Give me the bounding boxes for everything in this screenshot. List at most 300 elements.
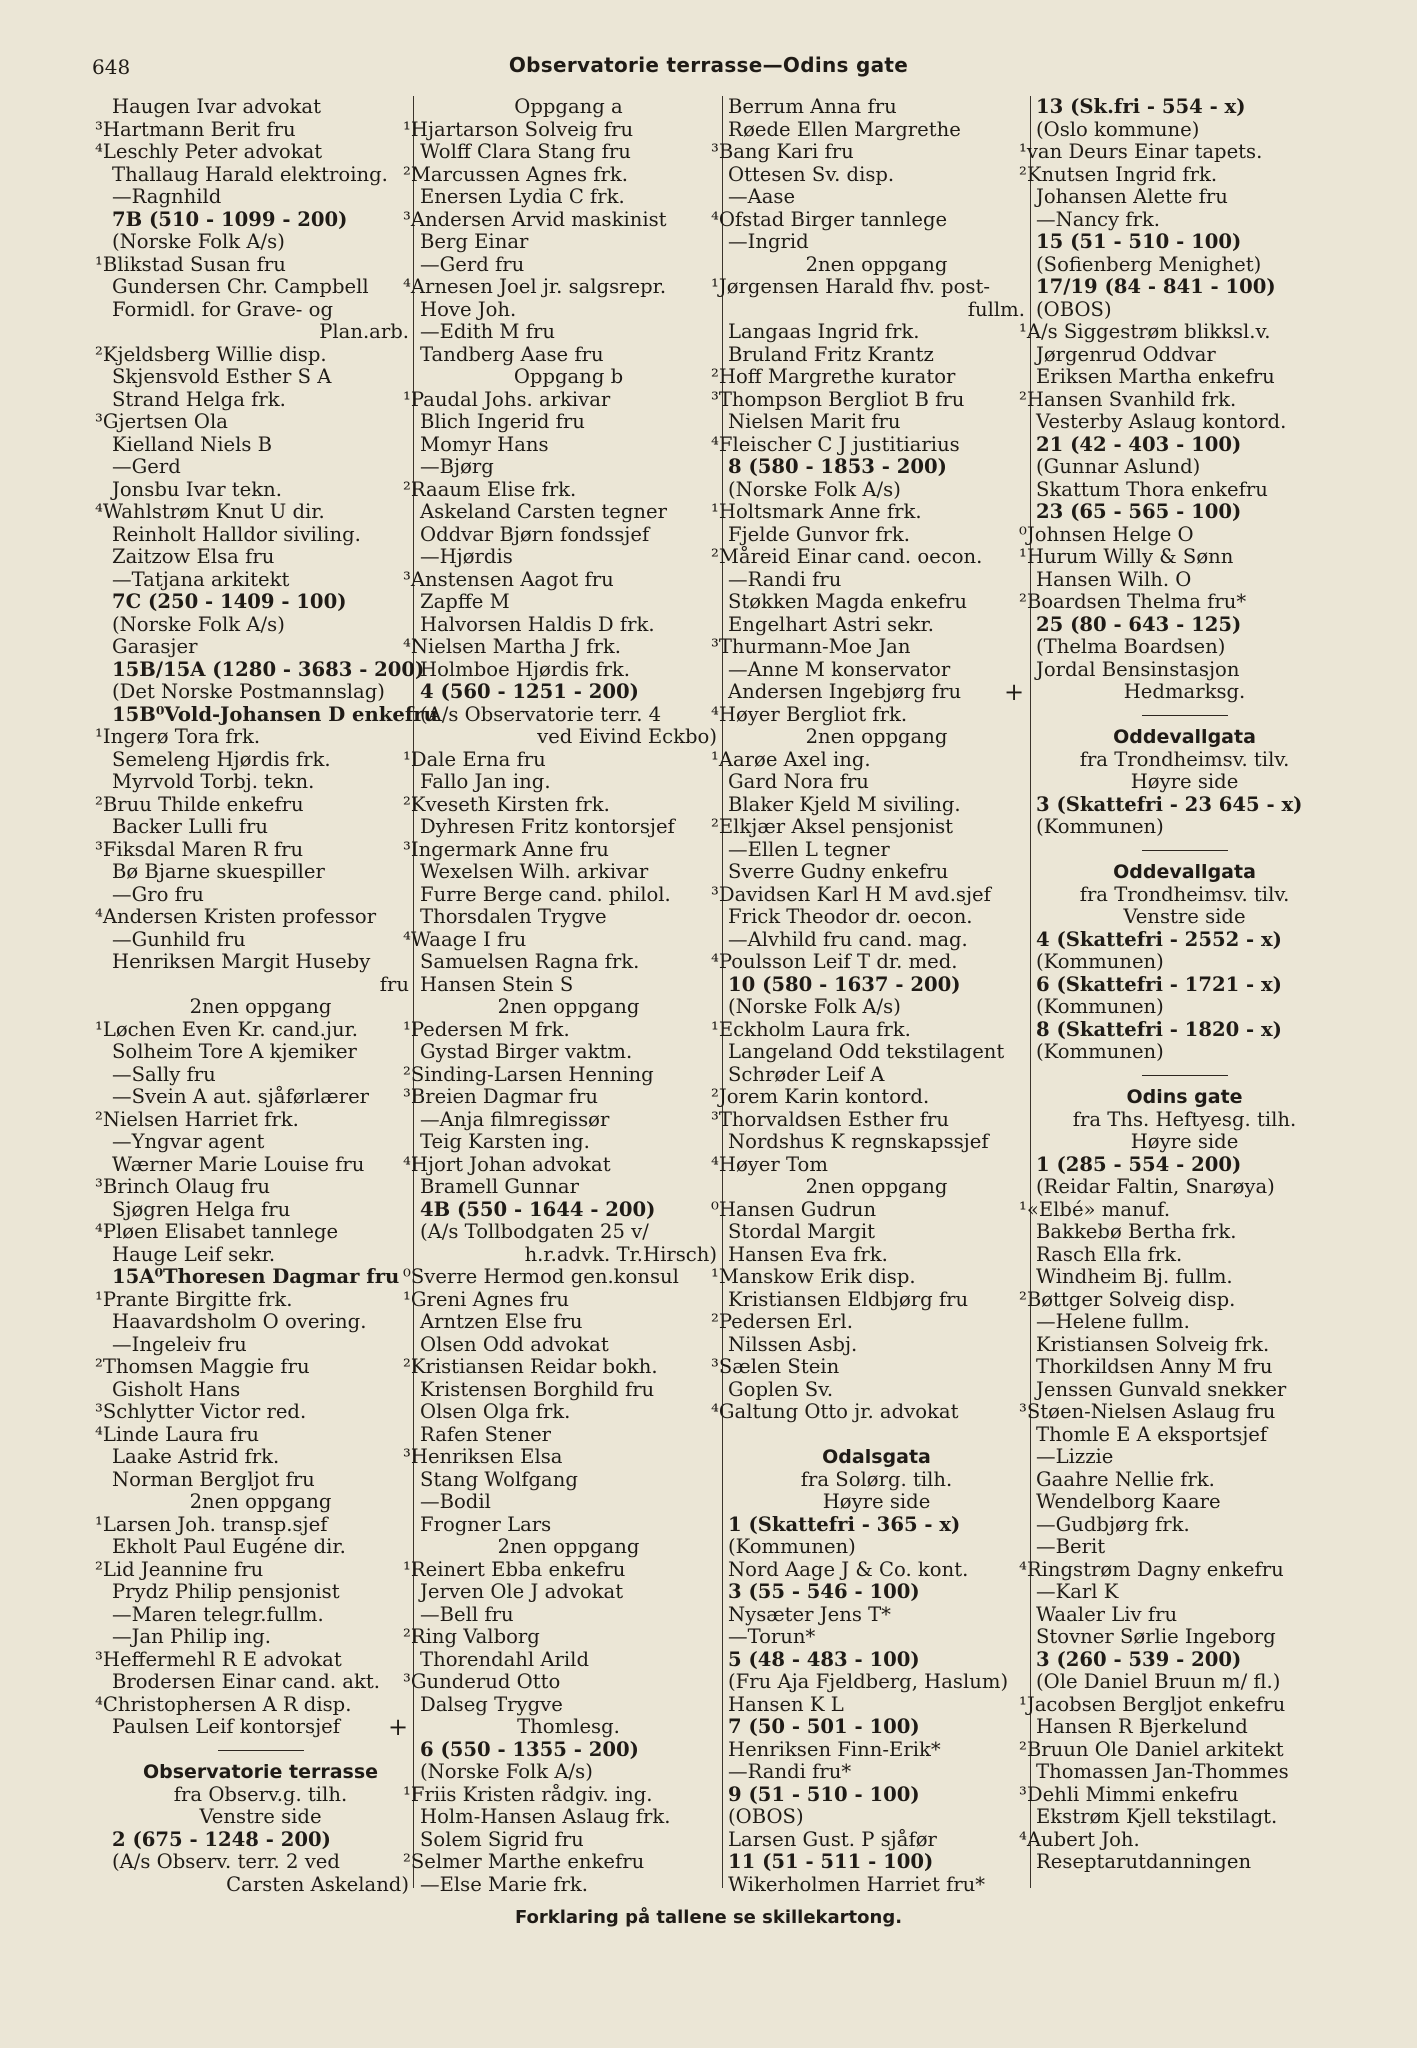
entry-text: Gard Nora fru [728,770,869,793]
building-entry [112,702,438,727]
entry-text: ²Boardsen Thelma fru* [1019,590,1247,613]
resident-entry [112,1041,409,1064]
entry-text: ¹«Elbé» manuf. [1019,1197,1171,1221]
resident-entry [420,1379,717,1402]
resident-entry [1036,884,1333,907]
resident-entry [403,1670,717,1694]
resident-entry [420,726,717,749]
building-entry [112,209,409,232]
entry-text: Nysæter Jens T* [728,1602,891,1626]
entry-text: ³Thurmann-Moe Jan [711,635,911,658]
entry-text: (Norske Folk A/s) [112,612,285,636]
entry-text: Holmboe Hjørdis frk. [420,657,631,681]
entry-text: Reseptarutdanningen [1036,1850,1252,1873]
entry-text: (Kommunen) [1036,950,1164,973]
entry-text: ³Hartmann Berit fru [95,117,296,141]
entry-text: 8 (580 - 1853 - 200) [728,455,947,478]
resident-entry [711,432,1025,457]
entry-text: h.r.advk. Tr.Hirsch) [524,1242,717,1266]
resident-entry [403,117,717,142]
resident-entry [1036,1469,1333,1492]
entry-text: Dyhresen Fritz kontorsjef [420,815,675,838]
entry-text: Jenssen Gunvald snekker [1036,1377,1287,1401]
resident-entry [420,321,717,344]
entry-text: ²Hansen Svanhild frk. [1019,387,1237,411]
resident-entry [1036,816,1333,839]
resident-entry [420,96,717,119]
resident-entry [403,1017,717,1042]
entry-text: ²Thomsen Maggie fru [95,1355,310,1378]
resident-entry [112,1154,409,1177]
resident-entry [420,1761,717,1784]
entry-text: Gystad Birger vaktm. [420,1040,633,1063]
entry-text: ³Heffermehl R E advokat [95,1647,342,1671]
building-entry [728,1649,1025,1672]
resident-entry [728,1334,1025,1357]
resident-entry [728,344,1025,367]
entry-text: —Aase [728,185,796,208]
entry-text: ¹van Deurs Einar tapets. [1019,140,1263,163]
entry-text: Odalsgata [822,1446,931,1468]
entry-text: Vesterby Aslaug kontord. [1036,410,1287,433]
entry-text: ⁴Andersen Kristen professor [95,905,377,928]
resident-entry [1019,1782,1333,1807]
entry-text: Hauge Leif sekr. [112,1242,276,1266]
resident-entry [403,927,717,952]
entry-text: —Ellen L tegner [728,837,890,861]
entry-text: 3 (55 - 546 - 100) [728,1580,920,1603]
resident-entry [112,929,409,952]
resident-entry [728,231,1025,254]
entry-text: —Maren telegr.fullm. [112,1602,324,1626]
entry-text: ⁴Wahlstrøm Knut U dir. [95,500,325,523]
resident-entry [711,1355,1025,1379]
resident-entry [420,254,717,277]
entry-text: Teig Karsten ing. [420,1130,590,1153]
entry-text: 15B⁰Vold-Johansen D enkefru [112,702,438,726]
entry-text: (Oslo kommune) [1036,117,1200,141]
resident-entry [728,659,1025,682]
resident-entry [420,231,717,254]
resident-entry [112,1581,409,1604]
resident-entry [112,1851,409,1874]
resident-entry [95,1557,409,1582]
resident-entry [112,636,409,659]
resident-entry [95,792,409,817]
resident-entry [728,1221,1025,1244]
entry-text: Sverre Gudny enkefru [728,860,949,883]
entry-text: ²Kristiansen Reidar bokh. [403,1355,658,1378]
resident-entry [112,1806,409,1829]
entry-text: —Nancy frk. [1036,207,1161,231]
building-entry [420,681,717,704]
entry-text: Venstre side [199,1805,322,1828]
resident-entry [420,456,717,479]
section-divider [1036,839,1333,862]
entry-text: ²Elkjær Aksel pensjonist [711,815,954,838]
entry-text: ¹Blikstad Susan fru [95,252,286,276]
building-entry [420,1739,717,1762]
resident-entry [1036,1626,1333,1649]
resident-entry [420,861,717,884]
entry-text: ³Bang Kari fru [711,140,854,163]
resident-entry [728,839,1025,862]
entry-text: ¹Jørgensen Harald fhv. post- [711,275,990,298]
entry-text: ¹Manskow Erik disp. [711,1265,916,1288]
resident-entry [95,342,409,367]
entry-text: Thorendahl Arild [420,1647,589,1671]
entry-text: Langeland Odd tekstilagent [728,1040,1005,1063]
entry-text: —Helene fullm. [1036,1310,1190,1333]
resident-entry [112,1064,409,1087]
resident-entry [112,1086,409,1109]
entry-text: Bø Bjarne skuespiller [112,860,325,883]
resident-entry [420,1829,717,1852]
entry-text: Kristiansen Eldbjørg fru [728,1287,969,1311]
entry-text: ²Selmer Marthe enkefru [403,1850,645,1873]
entry-text: ³Ingermark Anne fru [403,837,609,861]
entry-text: Norman Bergljot fru [112,1467,315,1491]
page-title: Observatorie terrasse—Odins gate [508,53,909,77]
resident-entry [112,96,409,119]
resident-entry [728,591,1025,614]
resident-entry [711,1265,1025,1289]
entry-text: (OBOS) [728,1805,804,1828]
resident-entry [728,1041,1025,1064]
resident-entry [403,1265,717,1289]
resident-entry [403,747,717,772]
resident-entry [1036,1131,1333,1154]
resident-entry [1036,1604,1333,1627]
entry-text: ³Gunderud Otto [403,1670,561,1693]
directory-column-2 [388,95,717,1896]
resident-entry [1019,320,1333,344]
entry-text: Høyre side [822,1490,931,1513]
resident-entry [420,1311,717,1334]
entry-text: Arntzen Else fru [420,1310,583,1333]
entry-text: 11 (51 - 511 - 100) [728,1850,934,1873]
building-entry [1036,794,1333,817]
resident-entry [728,1626,1025,1649]
resident-entry [420,1874,717,1897]
resident-entry [1036,479,1333,502]
resident-entry [403,162,717,187]
resident-entry [711,1400,1025,1424]
resident-entry [403,635,717,659]
entry-text: Wikerholmen Harriet fru* [728,1872,986,1896]
entry-text: (Norske Folk A/s) [420,1760,593,1783]
entry-text: —Anja filmregissør [420,1107,610,1131]
resident-entry [112,276,409,299]
entry-text: 6 (550 - 1355 - 200) [420,1737,639,1761]
resident-entry [1036,186,1333,209]
resident-entry [1036,1266,1333,1289]
resident-entry [1036,1581,1333,1604]
resident-entry [403,1625,717,1649]
entry-text: Venstre side [1123,905,1246,928]
resident-entry [388,1713,717,1741]
resident-entry [112,1334,409,1357]
entry-text: (Fru Aja Fjeldberg, Haslum) [728,1670,1009,1693]
entry-text: —Randi fru* [728,1760,852,1783]
resident-entry [728,1469,1025,1492]
resident-entry [420,411,717,434]
entry-text: Gaahre Nellie frk. [1036,1467,1215,1491]
resident-entry [728,929,1025,952]
entry-text: Engelhart Astri sekr. [728,612,935,636]
entry-text: ²Hoff Margrethe kurator [711,365,956,388]
resident-entry [112,1311,409,1334]
entry-text: ¹Dale Erna fru [403,747,546,771]
resident-entry [1036,1356,1333,1379]
entry-text: ²Sinding-Larsen Henning [403,1062,654,1086]
entry-text: ved Eivind Eckbo) [537,725,717,748]
resident-entry [1036,659,1333,682]
entry-text: 7 (50 - 501 - 100) [728,1715,920,1738]
resident-entry [728,119,1025,142]
entry-text: ¹Hurum Willy & Sønn [1019,545,1234,568]
resident-entry [1036,906,1333,929]
entry-text: ⁴Poulsson Leif T dr. med. [711,950,958,973]
building-entry [728,1716,1025,1739]
entry-text: 2nen oppgang [805,725,948,748]
entry-text: —Alvhild fru cand. mag. [728,927,968,951]
resident-entry [420,141,717,164]
resident-entry [1036,1424,1333,1447]
entry-text: Hansen Wilh. O [1036,567,1192,591]
page-number: 648 [92,55,131,79]
entry-text: Jordal Bensinstasjon [1036,657,1240,681]
resident-entry [420,591,717,614]
resident-entry [420,659,717,682]
entry-text: Haugen Ivar advokat [112,95,321,118]
entry-text: ⁴Aubert Joh. [1019,1827,1140,1851]
resident-entry [403,477,717,502]
entry-text: Kristensen Borghild fru [420,1377,655,1401]
entry-text: Hedmarksg. [1123,680,1246,703]
entry-text: —Bell fru [420,1602,514,1626]
resident-entry [403,387,717,412]
resident-entry [1036,749,1333,772]
resident-entry [112,186,409,209]
resident-entry [1036,1536,1333,1559]
entry-text: fra Solørg. tilh. [800,1467,953,1491]
resident-entry [1036,1244,1333,1267]
entry-text: 2nen oppgang [497,1535,640,1558]
resident-entry [420,1244,717,1267]
resident-entry [95,725,409,749]
resident-entry [1019,522,1333,547]
entry-text: Ekstrøm Kjell tekstilagt. [1036,1805,1278,1828]
entry-text: Prydz Philip pensjonist [112,1580,340,1603]
entry-text: ⁰Johnsen Helge O [1019,522,1194,546]
entry-text: Formidl. for Grave- og [112,297,333,321]
resident-entry [1036,1671,1333,1694]
entry-text: ¹Greni Agnes fru [403,1287,570,1311]
resident-entry [711,815,1025,839]
resident-entry [112,681,409,704]
entry-text: Nilssen Asbj. [728,1332,858,1356]
entry-text: Frick Theodor dr. oecon. [728,905,973,928]
resident-entry [1019,1692,1333,1717]
resident-entry [420,906,717,929]
entry-text: —Anne M konservator [728,657,951,681]
entry-text: Støkken Magda enkefru [728,590,967,613]
building-entry [728,974,1025,997]
entry-text: Wolff Clara Stang fru [420,140,631,163]
resident-entry [112,389,409,412]
resident-entry [728,1424,1025,1447]
resident-entry [95,1512,409,1537]
entry-text: 25 (80 - 643 - 125) [1036,612,1242,636]
resident-entry [728,996,1025,1019]
resident-entry [420,1514,717,1537]
section-divider [1036,1064,1333,1087]
entry-text: 3 (260 - 539 - 200) [1036,1647,1242,1671]
resident-entry [1036,1041,1333,1064]
resident-entry [728,299,1025,322]
entry-text: ¹Hjartarson Solveig fru [403,117,634,141]
resident-entry [711,140,1025,164]
entry-text: —Jan Philip ing. [112,1625,272,1648]
resident-entry [403,792,717,817]
building-entry [728,1514,1025,1537]
resident-entry [728,678,1025,706]
entry-text: ²Lid Jeannine fru [95,1557,264,1581]
entry-text: 2 (675 - 1248 - 200) [112,1827,331,1851]
resident-entry [728,1289,1025,1312]
entry-text: ⁰Sverre Hermod gen.konsul [403,1265,679,1288]
resident-entry [711,1085,1025,1109]
entry-text: Henriksen Finn-Erik* [728,1737,941,1761]
entry-text: —Bodil [420,1490,491,1513]
entry-text: Thomlesg. [517,1715,620,1738]
entry-text: 2nen oppgang [189,1490,332,1513]
entry-text: Nord Aage J & Co. kont. [728,1557,969,1581]
resident-entry [420,1131,717,1154]
entry-text: Carsten Askeland) [226,1872,409,1896]
entry-text: Solem Sigrid fru [420,1827,584,1851]
resident-entry [420,1649,717,1672]
entry-text: (Kommunen) [1036,1040,1164,1063]
entry-text: Hansen Eva frk. [728,1242,888,1266]
entry-text: ³Støen-Nielsen Aslaug fru [1019,1400,1276,1423]
resident-entry [112,974,409,997]
resident-entry [728,164,1025,187]
resident-entry [728,1491,1025,1514]
resident-entry [112,1713,409,1741]
entry-text: Skattum Thora enkefru [1036,477,1268,501]
entry-text: (Reidar Faltin, Snarøya) [1036,1175,1275,1198]
resident-entry [728,321,1025,344]
entry-text: Nordshus K regnskapssjef [728,1130,989,1153]
entry-text: Hove Joh. [420,297,517,321]
entry-text: Backer Lulli fru [112,815,269,838]
entry-text: (A/s Observatorie terr. 4 [420,702,662,726]
resident-entry [112,299,409,322]
resident-entry [112,1604,409,1627]
resident-entry [1019,1287,1333,1312]
entry-text: 17/19 (84 - 841 - 100) [1036,275,1276,298]
entry-text: Strand Helga frk. [112,387,286,411]
resident-entry [728,1064,1025,1087]
resident-entry [711,275,1025,299]
resident-entry [420,1536,717,1559]
resident-entry [112,614,409,637]
entry-text: ³Davidsen Karl H M avd.sjef [711,882,991,906]
entry-text: ⁴Høyer Tom [711,1152,828,1176]
building-entry [1036,231,1333,254]
resident-entry [403,1152,717,1177]
resident-entry [420,366,717,389]
resident-entry [95,117,409,142]
entry-text: ³Schlytter Victor red. [95,1400,307,1423]
entry-text: Observatorie terrasse [142,1761,379,1783]
entry-text: (OBOS) [1036,297,1112,321]
entry-text: Berg Einar [420,230,529,253]
entry-text: ³Anstensen Aagot fru [403,567,614,591]
entry-text: 13 (Sk.fri - 554 - x) [1036,95,1246,118]
entry-text: ¹Ingerø Tora frk. [95,725,261,748]
resident-entry [403,837,717,862]
entry-text: ⁴Høyer Bergliot frk. [711,702,908,726]
resident-entry [420,1176,717,1199]
entry-text: ¹Prante Birgitte frk. [95,1287,293,1311]
resident-entry [112,434,409,457]
building-entry [1036,1019,1333,1042]
entry-text: —Gerd [112,455,181,478]
resident-entry [420,1109,717,1132]
entry-text: —Svein A aut. sjåførlærer [112,1085,370,1108]
street-crossing-icon: + [388,1713,409,1741]
entry-text: Enersen Lydia C frk. [420,185,625,208]
building-entry [728,1851,1025,1874]
resident-entry [112,1874,409,1897]
resident-entry [112,546,409,569]
resident-entry [728,569,1025,592]
entry-text: Dalseg Trygve [420,1692,563,1716]
entry-text: Thomle E A eksportsjef [1036,1422,1268,1446]
entry-text: ²Raaum Elise frk. [403,477,577,501]
resident-entry [95,1175,409,1199]
entry-text: Haavardsholm O overing. [112,1310,367,1333]
resident-entry [728,524,1025,547]
building-entry [1036,929,1333,952]
entry-text: ⁴Christophersen A R disp. [95,1692,352,1716]
resident-entry [403,1355,717,1379]
street-heading [112,1761,409,1784]
entry-text: ⁴Galtung Otto jr. advokat [711,1400,959,1423]
entry-text: Wendelborg Kaare [1036,1490,1221,1513]
entry-text: ¹Friis Kristen rådgiv. ing. [403,1782,653,1806]
entry-text: Waaler Liv fru [1036,1602,1178,1626]
building-entry [1036,96,1333,119]
resident-entry [95,1017,409,1042]
entry-text: Ekholt Paul Eugéne dir. [112,1535,346,1558]
building-entry [1036,1649,1333,1672]
resident-entry [420,524,717,547]
resident-entry [1036,996,1333,1019]
entry-text: Sjøgren Helga fru [112,1197,291,1221]
building-entry [1036,501,1333,524]
entry-text: Oppgang b [513,365,624,388]
resident-entry [95,1107,409,1132]
entry-text: Thomassen Jan-Thommes [1036,1760,1289,1783]
resident-entry [1019,1400,1333,1424]
entry-text: (Thelma Boardsen) [1036,635,1226,658]
building-entry [1036,614,1333,637]
entry-text: —Bjørg [420,455,494,478]
